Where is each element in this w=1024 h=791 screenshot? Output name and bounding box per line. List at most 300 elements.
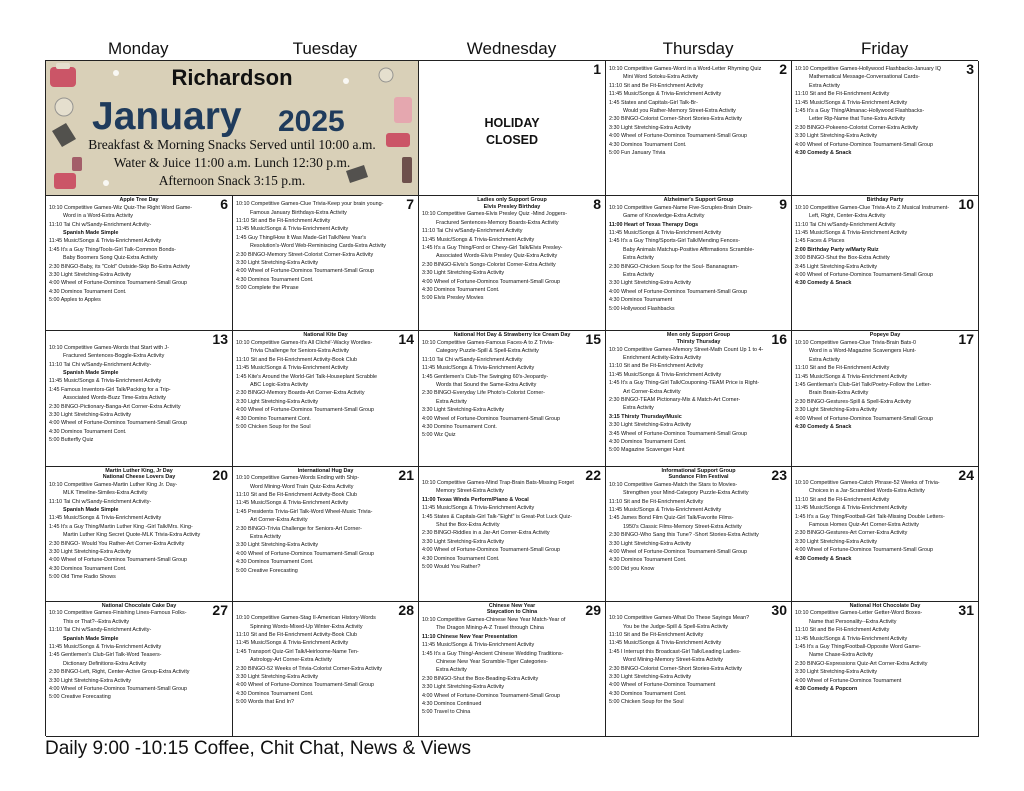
day-number: 13 <box>212 331 228 348</box>
activity-line: Spanish Made Simple <box>63 506 119 513</box>
activity-line: 10:10 Competitive Games-What Do These Sayings Mean? <box>609 615 750 622</box>
activity-line: 11:10 Sit and Be Fit-Enrichment Activity <box>609 82 704 89</box>
daily-note-footer: Daily 9:00 -10:15 Coffee, Chit Chat, News & Views <box>45 738 471 759</box>
activity-line: 10:10 Competitive Games-Words Ending with Ship- <box>236 475 360 482</box>
activity-line: You be the Judge-Spill & Spell-Extra Activity <box>623 623 728 630</box>
activity-line: Memory Street-Extra Activity <box>436 488 504 495</box>
activity-line: 11:45 Music/Songs & Trivia-Enrichment Activity <box>422 236 535 243</box>
activity-line: 4:30 Dominos Tournament Cont. <box>609 690 687 697</box>
activity-line: 11:10 Tai Chi w/Sandy-Enrichment Activity <box>422 228 523 235</box>
activity-line: 1:45 It's a Guy Thing/Football-Opposite Word Game- <box>795 643 921 650</box>
activity-line: Fractured Sentences-Memory Boards-Extra Activity <box>436 219 559 226</box>
activity-line: 5:00 Words that End In? <box>236 699 295 706</box>
activity-line: Choices in a Jar-Scrambled Words-Extra Activity <box>809 488 925 495</box>
event-title-line: National Chocolate Cake Day <box>101 602 177 609</box>
activity-line: 4:00 Wheel of Fortune-Dominos Tournament-Small Group <box>795 141 934 148</box>
day-number: 27 <box>212 601 228 618</box>
activity-line: 4:30 Dominos Tournament Cont. <box>236 276 314 283</box>
activity-line: 4:00 Wheel of Fortune-Dominos Tournament-Small Group <box>422 692 561 699</box>
activity-line: 10:10 Competitive Games-Stag II-American History-Words <box>236 615 376 622</box>
activity-line: Spanish Made Simple <box>63 370 119 376</box>
event-title-line: Thirsty Thursday <box>676 338 721 345</box>
calendar-day-cell <box>792 467 979 602</box>
activity-line: 1:45 It's a Guy Thing/Martin Luther King -Girl Talk/Mrs. King- <box>49 523 193 530</box>
activity-line: 2:30 BINGO-Pokeeno-Colorist Corner-Extra Activity <box>795 124 919 131</box>
facility-name: Richardson <box>171 65 293 90</box>
activity-line: Chinese New Year Scramble-Tiger Categories- <box>436 658 548 665</box>
activity-line: 11:10 Tai Chi w/Sandy-Enrichment Activity- <box>49 627 152 634</box>
activity-line: 4:30 Dominos Tournament <box>609 297 673 304</box>
activity-line: 2:30 BINGO-Baby, its "Cold" Outside-Skip Bo-Extra Activity <box>49 263 190 270</box>
event-title-line: National Kite Day <box>303 332 348 339</box>
activity-line: 4:30 Dominos Tournament Cont. <box>49 288 127 295</box>
activity-line <box>422 471 603 479</box>
activity-line: 3:30 Light Stretching-Extra Activity <box>795 538 878 545</box>
activity-line: Spanish Made Simple <box>63 635 119 642</box>
activity-line: 1:45 It's a Guy Thing/Sports-Girl Talk/Mending Fences- <box>609 238 740 245</box>
activity-line: 3:15 Thirsty Thursday/Music <box>609 413 682 420</box>
activity-line: 11:10 Tai Chi w/Sandy-Enrichment Activity <box>422 356 523 363</box>
activity-line <box>236 606 416 614</box>
activity-line: Would you Rather-Memory Street-Extra Activity <box>623 108 736 115</box>
activity-line: 4:00 Wheel of Fortune-Dominos Tournament-Small Group <box>795 547 934 554</box>
activity-line: 3:30 Light Stretching-Extra Activity <box>609 124 692 131</box>
activity-list <box>233 339 418 431</box>
activity-line: 3:30 Light Stretching-Extra Activity <box>49 677 132 684</box>
activity-line: 10:10 Competitive Games-Famous Faces-A to Z Trivia- <box>422 339 554 346</box>
activity-line: 10:10 Competitive Games-It's All Cliché'-Wacky Wordies- <box>236 339 373 346</box>
activity-line: 11:10 Chinese New Year Presentation <box>422 633 518 640</box>
activity-line: 11:45 Music/Songs & Trivia-Enrichment Activity <box>49 238 162 245</box>
activity-line: 10:10 Competitive Games-Words that Start with J- <box>49 344 170 351</box>
day-event-title <box>247 468 404 475</box>
activity-list <box>419 471 605 572</box>
day-number: 17 <box>958 331 974 348</box>
day-number: 24 <box>958 466 974 483</box>
activity-line: 2:30 BINGO-TEAM Pictionary-Mix & Match-Art Corner- <box>609 397 741 403</box>
activity-line: Astrology-Art Corner-Extra Activity <box>250 657 332 664</box>
activity-line: 4:30 Dominos Tournament Cont. <box>609 557 687 564</box>
activity-line: Extra Activity <box>623 255 654 262</box>
activity-line: 3:30 Light Stretching-Extra Activity <box>236 674 319 680</box>
calendar-day-cell <box>606 331 792 466</box>
activity-line: 5:00 Fun January Trivia <box>609 150 666 157</box>
activity-line: 4:00 Wheel of Fortune-Dominos Tournament-Small Group <box>795 415 934 422</box>
event-title-line: Sundance Film Festival <box>668 474 729 481</box>
activity-line: 11:45 Music/Songs & Trivia-Enrichment Activity <box>795 230 908 236</box>
activity-line: 4:00 Wheel of Fortune-Dominos Tournament-Small Group <box>422 547 561 554</box>
activity-line: 3:30 Light Stretching-Extra Activity <box>49 272 132 279</box>
activity-line: 1:45 States and Capitals-Girl Talk-Br- <box>609 99 698 106</box>
event-title-line: Staycation to China <box>486 609 538 616</box>
activity-line: 1950's Classic Films-Memory Street-Extra Activity <box>623 523 742 530</box>
day-number: 14 <box>398 331 414 348</box>
activity-line: 10:10 Competitive Games-Finishing Lines-Famous Folks- <box>49 610 187 617</box>
activity-line: 1:45 Famous Inventors-Girl Talk/Packing for a Trip- <box>49 386 171 393</box>
event-title-line: National Hot Day & Strawberry Ice Cream Day <box>453 332 571 339</box>
activity-line: Word in a Word-Magazine Scavengers Hunt- <box>809 348 917 355</box>
activity-line: Fractured Sentences-Boggle-Extra Activity <box>63 353 165 360</box>
activity-line: 3:30 Light Stretching-Extra Activity <box>236 398 319 405</box>
weekday-tuesday: Tuesday <box>292 39 358 58</box>
activity-line: Mathematical Message-Conversational Cards- <box>809 74 920 81</box>
activity-line: 4:00 Wheel of Fortune-Dominos Tournament-Small Group <box>236 268 375 275</box>
activity-line: 1:45 Gentleman's Club-Girl Talk/Poetry-Follow the Letter- <box>795 382 932 388</box>
activity-list <box>606 204 791 313</box>
activity-line: Name Chase-Extra Activity <box>809 652 874 659</box>
activity-line: 10:10 Competitive Games-Memory Street-Math Count Up 1 to 4- <box>609 346 764 353</box>
activity-line: 11:10 Sit and Be Fit-Enrichment Activity-Book Club <box>236 356 357 363</box>
event-title-line: Popeye Day <box>869 332 901 339</box>
day-number: 28 <box>398 601 414 618</box>
calendar-day-cell <box>46 602 233 737</box>
day-event-title <box>60 468 218 481</box>
month-name: January <box>92 95 242 138</box>
activity-list <box>792 204 978 288</box>
activity-line: Extra Activity <box>436 398 467 405</box>
year: 2025 <box>278 105 345 138</box>
activity-line: 1:45 Kite's Around the World-Girl Talk-Houseplant Scrabble <box>236 373 378 380</box>
activity-line: Spinning Words-Mixed-Up Winter-Extra Activity <box>250 623 363 630</box>
activity-line: 11:45 Music/Songs & Trivia-Enrichment Activity <box>609 506 722 513</box>
activity-line: Extra Activity <box>623 405 654 412</box>
event-title-line: Apple Tree Day <box>119 197 159 204</box>
activity-line: 3:30 Light Stretching-Extra Activity <box>609 540 692 547</box>
day-number: 21 <box>398 466 414 483</box>
activity-list <box>419 210 605 302</box>
activity-list <box>233 474 418 575</box>
event-title-line: Martin Luther King, Jr Day <box>105 467 173 474</box>
activity-line <box>609 606 789 614</box>
activity-line: 11:45 Music/Songs & Trivia-Enrichment Activity <box>795 635 908 642</box>
activity-line: 4:30 Comedy & Snack <box>795 555 852 562</box>
activity-line: 1:45 It's a Guy Thing/Ford or Chevy-Girl Talk/Elvis Presley- <box>422 245 563 251</box>
activity-line: 2:30 BINGO-Trivia Challenge for Seniors-Art Corner- <box>236 525 362 532</box>
activity-line: 5:00 Wiz Quiz <box>422 432 456 439</box>
activity-line: 3:45 Wheel of Fortune-Dominos Tournament-Small Group <box>609 430 748 437</box>
activity-line: Associated Words-Elvis Presley Quiz-Extra Activity <box>436 253 558 260</box>
activity-line: 4:00 Wheel of Fortune-Dominos Tournament-Small Group <box>49 557 188 564</box>
activity-line: 10:10 Competitive Games-Martin Luther King Jr. Day- <box>49 481 178 488</box>
event-title-line: Ladies only Support Group <box>477 197 547 204</box>
activity-line: Enrichment Activity-Extra Activity <box>623 354 702 361</box>
activity-line: 5:00 Did you Know <box>609 565 655 572</box>
activity-line: 11:00 Heart of Texas Therapy Dogs <box>609 221 699 228</box>
meal-schedule-line-3: Afternoon Snack 3:15 p.m. <box>158 173 306 188</box>
calendar-day-cell <box>606 467 792 602</box>
calendar-day-cell <box>606 602 792 737</box>
activity-line: 1:45 It's a Guy Thing/Almanac-Hollywood Flashbacks- <box>795 108 925 115</box>
activity-line: 4:30 Dominos Continued <box>422 701 482 707</box>
activity-line: 4:30 Dominos Tournament Cont. <box>49 565 127 572</box>
weekday-friday: Friday <box>861 39 909 58</box>
activity-line: 4:00 Wheel of Fortune-Dominos Tournament-Small Group <box>49 686 188 692</box>
calendar-day-cell <box>419 602 606 737</box>
activity-line: 1:45 Gentlemen's Club-Girl Talk-Word Teasers- <box>49 652 162 659</box>
activity-line: Word in a Word-Extra Activity <box>63 213 133 220</box>
activity-line: 1:45 Transport Quiz-Girl Talk/Heirloome-Name Ten- <box>236 648 359 655</box>
activity-list <box>233 200 418 292</box>
activity-list <box>46 609 232 701</box>
activity-line: The Dragon Mining-A-Z Travel through China <box>436 625 544 632</box>
activity-line: 11:45 Music/Songs & Trivia-Enrichment Activity <box>422 365 535 372</box>
activity-line: 4:30 Domino Tournament Cont. <box>236 415 311 422</box>
event-title-line: Elvis Presley Birthday <box>483 203 541 210</box>
day-event-title <box>433 603 591 616</box>
activity-line: 3:30 Light Stretching-Extra Activity <box>609 674 692 680</box>
activity-line: 2:00 Birthday Party w/Marty Ruiz <box>795 246 879 253</box>
activity-line: 10:10 Competitive Games-Mind Trap-Brain Bats-Missing Forget <box>422 479 574 486</box>
day-number: 10 <box>958 196 974 213</box>
activity-line: Strengthen your Mind-Category Puzzle-Extra Activity <box>623 490 749 497</box>
event-title-line: Birthday Party <box>866 197 904 204</box>
event-title-line: Men only Support Group <box>666 332 731 339</box>
activity-line: 5:00 Magazine Scavenger Hunt <box>609 447 685 454</box>
activity-list <box>792 65 978 157</box>
activity-line: 11:45 Music/Songs & Trivia-Enrichment Activity <box>609 640 722 647</box>
activity-list <box>606 606 791 707</box>
day-number: 22 <box>585 466 601 483</box>
activity-line: Mini Word Sotoku-Extra Activity <box>623 74 699 81</box>
activity-line: 5:00 Complete the Phrase <box>236 285 299 292</box>
day-number: 16 <box>771 331 787 348</box>
activity-line: 2:30 BINGO-Chicken Soup for the Soul- Bananagram- <box>609 263 739 270</box>
calendar-day-cell <box>792 331 979 466</box>
activity-line: 3:30 Light Stretching-Extra Activity <box>422 270 505 277</box>
activity-line: 4:30 Dominos Tournament Cont. <box>609 141 687 148</box>
activity-line: Trivia Challenge for Seniors-Extra Activity <box>250 348 349 355</box>
activity-line: 4:00 Wheel of Fortune-Dominos Tournament-Small Group <box>236 550 375 557</box>
activity-line: 2:30 BINGO-Colorist Corner-Short Stories-Extra Activity <box>609 116 743 123</box>
activity-line: 1:45 I Interrupt this Broadcast-Girl Talk/Leading Ladies- <box>609 648 741 655</box>
day-event-title <box>620 468 777 481</box>
activity-line: 11:45 Music/Songs & Trivia-Enrichment Activity <box>236 640 349 647</box>
activity-list <box>419 339 605 440</box>
activity-line: 11:45 Music/Songs & Trivia-Enrichment Activity <box>795 505 908 512</box>
activity-line: 10:10 Competitive Games-Match the Stars to Movies- <box>609 481 738 488</box>
activity-line: Extra Activity <box>436 667 467 674</box>
holiday-line: HOLIDAY <box>484 116 540 130</box>
activity-line: 11:10 Sit and Be Fit-Enrichment Activity <box>609 363 704 370</box>
activity-line: 11:10 Sit and Be Fit-Enrichment Activity <box>609 631 704 638</box>
activity-line: 5:00 Old Time Radio Shows <box>49 574 116 581</box>
activity-line: 10:10 Competitive Games-Clue Trivia-A to Z Musical Instrument- <box>795 204 949 211</box>
activity-line: 4:00 Wheel of Fortune-Dominos Tournament-Small Group <box>609 133 748 140</box>
activity-line: 5:00 Would You Rather? <box>422 564 481 571</box>
activity-line: 4:00 Wheel of Fortune-Dominos Tournament-Small Group <box>49 280 188 287</box>
activity-line: 11:45 Music/Songs & Trivia-Enrichment Activity <box>795 373 908 380</box>
activity-line: Famous January Birthdays-Extra Activity <box>250 209 347 216</box>
activity-line: 1:45 Faces & Places <box>795 238 845 245</box>
activity-line: 10:10 Competitive Games-Hollywood Flashbacks-January IQ <box>795 66 941 72</box>
activity-line: 5:00 Creative Forecasting <box>236 567 298 574</box>
day-event-title <box>247 332 404 339</box>
activity-line: Words that Sound the Same-Extra Activity <box>436 382 537 388</box>
day-number: 30 <box>771 601 787 618</box>
activity-line: 4:30 Dominos Tournament Cont. <box>236 559 314 566</box>
weekday-header-row <box>45 38 978 60</box>
activity-line: Art Corner-Extra Activity <box>250 517 308 524</box>
weekday-thursday: Thursday <box>662 39 734 58</box>
activity-line: 11:10 Sit and Be Fit-Enrichment Activity-Book Club <box>236 491 357 498</box>
activity-line: 10:10 Competitive Games-Name Five-Scruples-Brain Drain- <box>609 204 753 211</box>
activity-line: Famous Homes Quiz-Art Corner-Extra Activity <box>809 522 919 528</box>
activity-line: 1:45 Gentlemen's Club-The Swinging 60's-Jeopardy- <box>422 373 549 380</box>
activity-line: 3:30 Light Stretching-Extra Activity <box>422 684 505 691</box>
activity-line: 11:45 Music/Songs & Trivia-Enrichment Activity <box>236 226 349 233</box>
activity-line: Art Corner-Extra Activity <box>623 388 681 395</box>
calendar-day-cell <box>233 331 419 466</box>
activity-line: 2:30 BINGO-Riddles in a Jar-Art Corner-Extra Activity <box>422 530 550 537</box>
calendar-day-cell <box>419 331 606 466</box>
activity-line: 4:00 Wheel of Fortune-Dominos Tournament <box>795 677 902 684</box>
activity-line: 2:30 BINGO-Elvis's Songs-Colorist Corner-Extra Activity <box>422 261 556 268</box>
activity-list <box>46 481 232 582</box>
activity-line: 10:10 Competitive Games-Catch Phrase-52 Weeks of Trivia- <box>795 479 940 486</box>
activity-line: 3:30 Light Stretching-Extra Activity <box>236 542 319 549</box>
activity-line: 5:00 Creative Forecasting <box>49 694 111 701</box>
day-event-title <box>60 603 218 610</box>
activity-line: 1:45 James Bond Film Quiz-Girl Talk/Favorite Films- <box>609 515 734 522</box>
calendar-day-cell <box>792 196 979 331</box>
calendar-day-cell <box>46 196 233 331</box>
calendar-day-cell <box>46 331 233 466</box>
activity-line: 1:45 It's a Guy Thing/Tools-Girl Talk-Common Bonds- <box>49 246 176 253</box>
activity-line: 11:45 Music/Songs & Trivia-Enrichment Activity <box>422 505 535 512</box>
calendar-day-cell <box>419 467 606 602</box>
activity-line: Baby Animals Matchup-Positive Affirmations Scramble- <box>623 246 755 253</box>
activity-line: Letter Rip-Name that Tune-Extra Activity <box>809 116 906 123</box>
activity-line: 4:00 Wheel of Fortune-Dominos Tournament-Small Group <box>609 288 748 295</box>
activity-line: MLK Timeline-Similes-Extra Activity <box>63 490 148 497</box>
day-number: 8 <box>593 196 601 213</box>
day-event-title <box>620 332 777 345</box>
activity-line: 3:30 Light Stretching-Extra Activity <box>609 280 692 287</box>
activity-line: 3:30 Light Stretching-Extra Activity <box>422 538 505 545</box>
activity-line: 4:00 Wheel of Fortune-Dominos Tournament-Small Group <box>236 407 375 414</box>
activity-line: 11:45 Music/Songs & Trivia-Enrichment Activity <box>49 643 162 650</box>
holiday-closed-notice <box>419 115 605 149</box>
day-event-title <box>620 197 777 204</box>
activity-line: Baby Boomers Song Quiz-Extra Activity <box>63 255 158 262</box>
day-number: 15 <box>585 331 601 348</box>
activity-line: 3:00 BINGO-Shut the Box-Extra Activity <box>795 255 890 262</box>
activity-line: Spanish Made Simple <box>63 230 119 236</box>
activity-line: 11:10 Sit and Be Fit-Enrichment Activity <box>236 218 331 224</box>
activity-list <box>46 204 232 305</box>
activity-line <box>795 471 976 479</box>
activity-line: 2:30 BINGO-Memory Boards-Art Corner-Extra Activity <box>236 390 365 397</box>
activity-list <box>792 339 978 431</box>
day-number: 7 <box>406 196 414 213</box>
activity-line: 3:45 Light Stretching-Extra Activity <box>795 263 878 270</box>
activity-line: 11:45 Music/Songs & Trivia-Enrichment Activity <box>49 378 162 385</box>
calendar-grid <box>45 60 978 736</box>
activity-line: 4:00 Wheel of Fortune-Dominos Tournament <box>609 682 716 689</box>
calendar-day-cell <box>606 61 792 196</box>
activity-line: 1:45 It's a Guy Thing/-Ancient Chinese Wedding Traditions- <box>422 650 564 657</box>
activity-line: Extra Activity <box>809 82 840 89</box>
activity-line: 3:30 Light Stretching-Extra Activity <box>609 422 692 429</box>
calendar-day-cell <box>233 196 419 331</box>
activity-line: 5:00 Apples to Apples <box>49 297 101 304</box>
activity-line: 1:45 Guy Thing/How It Was Made-Girl Talk/New Year's <box>236 234 367 241</box>
activity-line: 4:30 Dominos Tournament Cont. <box>236 690 314 697</box>
activity-list <box>606 346 791 455</box>
activity-line: 4:00 Wheel of Fortune-Dominos Tournament-Small Group <box>422 278 561 285</box>
day-number: 6 <box>220 196 228 213</box>
activity-line: This or That?--Extra Activity <box>63 618 130 625</box>
activity-line: Shut the Box-Extra Activity <box>436 522 500 528</box>
day-number: 29 <box>585 601 601 618</box>
day-event-title <box>60 197 218 204</box>
activity-line: 4:00 Wheel of Fortune-Dominos Tournament-Small Group <box>236 682 375 689</box>
activity-line: Dictionary Definitions-Extra Activity <box>63 660 147 667</box>
activity-line: Word Mining-Memory Street-Extra Activity <box>623 657 723 664</box>
activity-line: 4:30 Comedy & Snack <box>795 424 852 431</box>
activity-line: 5:00 Elvis Presley Movies <box>422 295 484 302</box>
day-event-title <box>806 197 964 204</box>
day-event-title <box>806 603 964 610</box>
activity-line: 11:10 Sit and Be Fit-Enrichment Activity-Book Club <box>236 631 357 638</box>
calendar-day-cell <box>46 467 233 602</box>
activity-line: 11:10 Sit and Be Fit-Enrichment Activity <box>795 627 890 634</box>
activity-line: Associated Words-Buzz Time-Extra Activity <box>63 395 166 402</box>
activity-line: 10:10 Competitive Games-Letter Getter-Word Boxes- <box>795 610 923 617</box>
activity-line: 11:45 Music/Songs & Trivia-Enrichment Activity <box>795 99 908 106</box>
activity-line: Game of Knowledge-Extra Activity <box>623 213 705 220</box>
activity-line: 10:10 Competitive Games-Clue Trivia-Keep your brain young- <box>236 201 384 208</box>
calendar-day-cell <box>792 602 979 737</box>
activity-line: 10:10 Competitive Games-Chinese New Year Match-Year of <box>422 616 566 623</box>
day-event-title <box>433 197 591 210</box>
activity-line: 2:30 BINGO-Everyday Life Photo's-Colorist Corner- <box>422 390 545 397</box>
activity-line: Resolution's-Word Web-Reminiscing Cards-Extra Activity <box>250 243 386 250</box>
day-event-title <box>433 332 591 339</box>
calendar-day-cell <box>792 61 979 196</box>
day-number: 23 <box>771 466 787 483</box>
activity-line: 3:30 Light Stretching-Extra Activity <box>236 260 319 267</box>
activity-line: 2:30 BINGO-52 Weeks of Trivia-Colorist Corner-Extra Activity <box>236 665 383 672</box>
activity-line: 10:10 Competitive Games-Elvis Presley Quiz -Mind Joggers- <box>422 211 567 218</box>
activity-line: 2:30 BINGO-Gestures-Spill & Spell-Extra Activity <box>795 398 912 405</box>
activity-list <box>606 481 791 573</box>
activity-line: 10:10 Competitive Games-Wiz Quiz-The Right Word Game- <box>49 204 193 211</box>
activity-line: 11:10 Tai Chi w/Sandy-Enrichment Activity <box>795 221 896 228</box>
activity-line: 3:30 Light Stretching-Extra Activity <box>795 133 878 140</box>
day-event-title <box>806 332 964 339</box>
day-number: 2 <box>779 61 787 77</box>
activity-line: 5:00 Butterfly Quiz <box>49 437 94 444</box>
activity-line: 2:30 BINGO-Expressions Quiz-Art Corner-Extra Activity <box>795 660 928 667</box>
activity-line: 3:30 Light Stretching-Extra Activity <box>49 412 132 419</box>
activity-line: 11:00 Texas Winds Perform/Piano & Vocal <box>422 496 529 503</box>
activity-line: 11:45 Music/Songs & Trivia-Enrichment Activity <box>236 500 349 507</box>
activity-line: 4:30 Dominos Tournament Cont. <box>422 555 500 562</box>
calendar-day-cell <box>419 196 606 331</box>
calendar-day-cell <box>233 467 419 602</box>
activity-line: 10:10 Competitive Games-Word in a Word-Letter Rhyming Quiz <box>609 66 762 72</box>
event-title-line: Informational Support Group <box>661 467 736 474</box>
activity-line: Category Puzzle-Spill & Spell-Extra Activity <box>436 348 539 355</box>
activity-line: 10:10 Competitive Games-Clue Trivia-Brain Bats-0 <box>795 339 917 346</box>
activity-line: 11:45 Music/Songs & Trivia-Enrichment Activity <box>609 91 722 98</box>
event-title-line: National Hot Chocolate Day <box>849 602 921 609</box>
activity-line: Brain Brain-Extra Activity <box>809 390 869 397</box>
activity-line: 4:00 Wheel of Fortune-Dominos Tournament-Small Group <box>795 272 934 279</box>
activity-line: 2:30 BINGO-Memory Street-Colorist Corner-Extra Activity <box>236 251 374 258</box>
activity-line: 11:45 Music/Songs & Trivia-Enrichment Activity <box>609 230 722 236</box>
